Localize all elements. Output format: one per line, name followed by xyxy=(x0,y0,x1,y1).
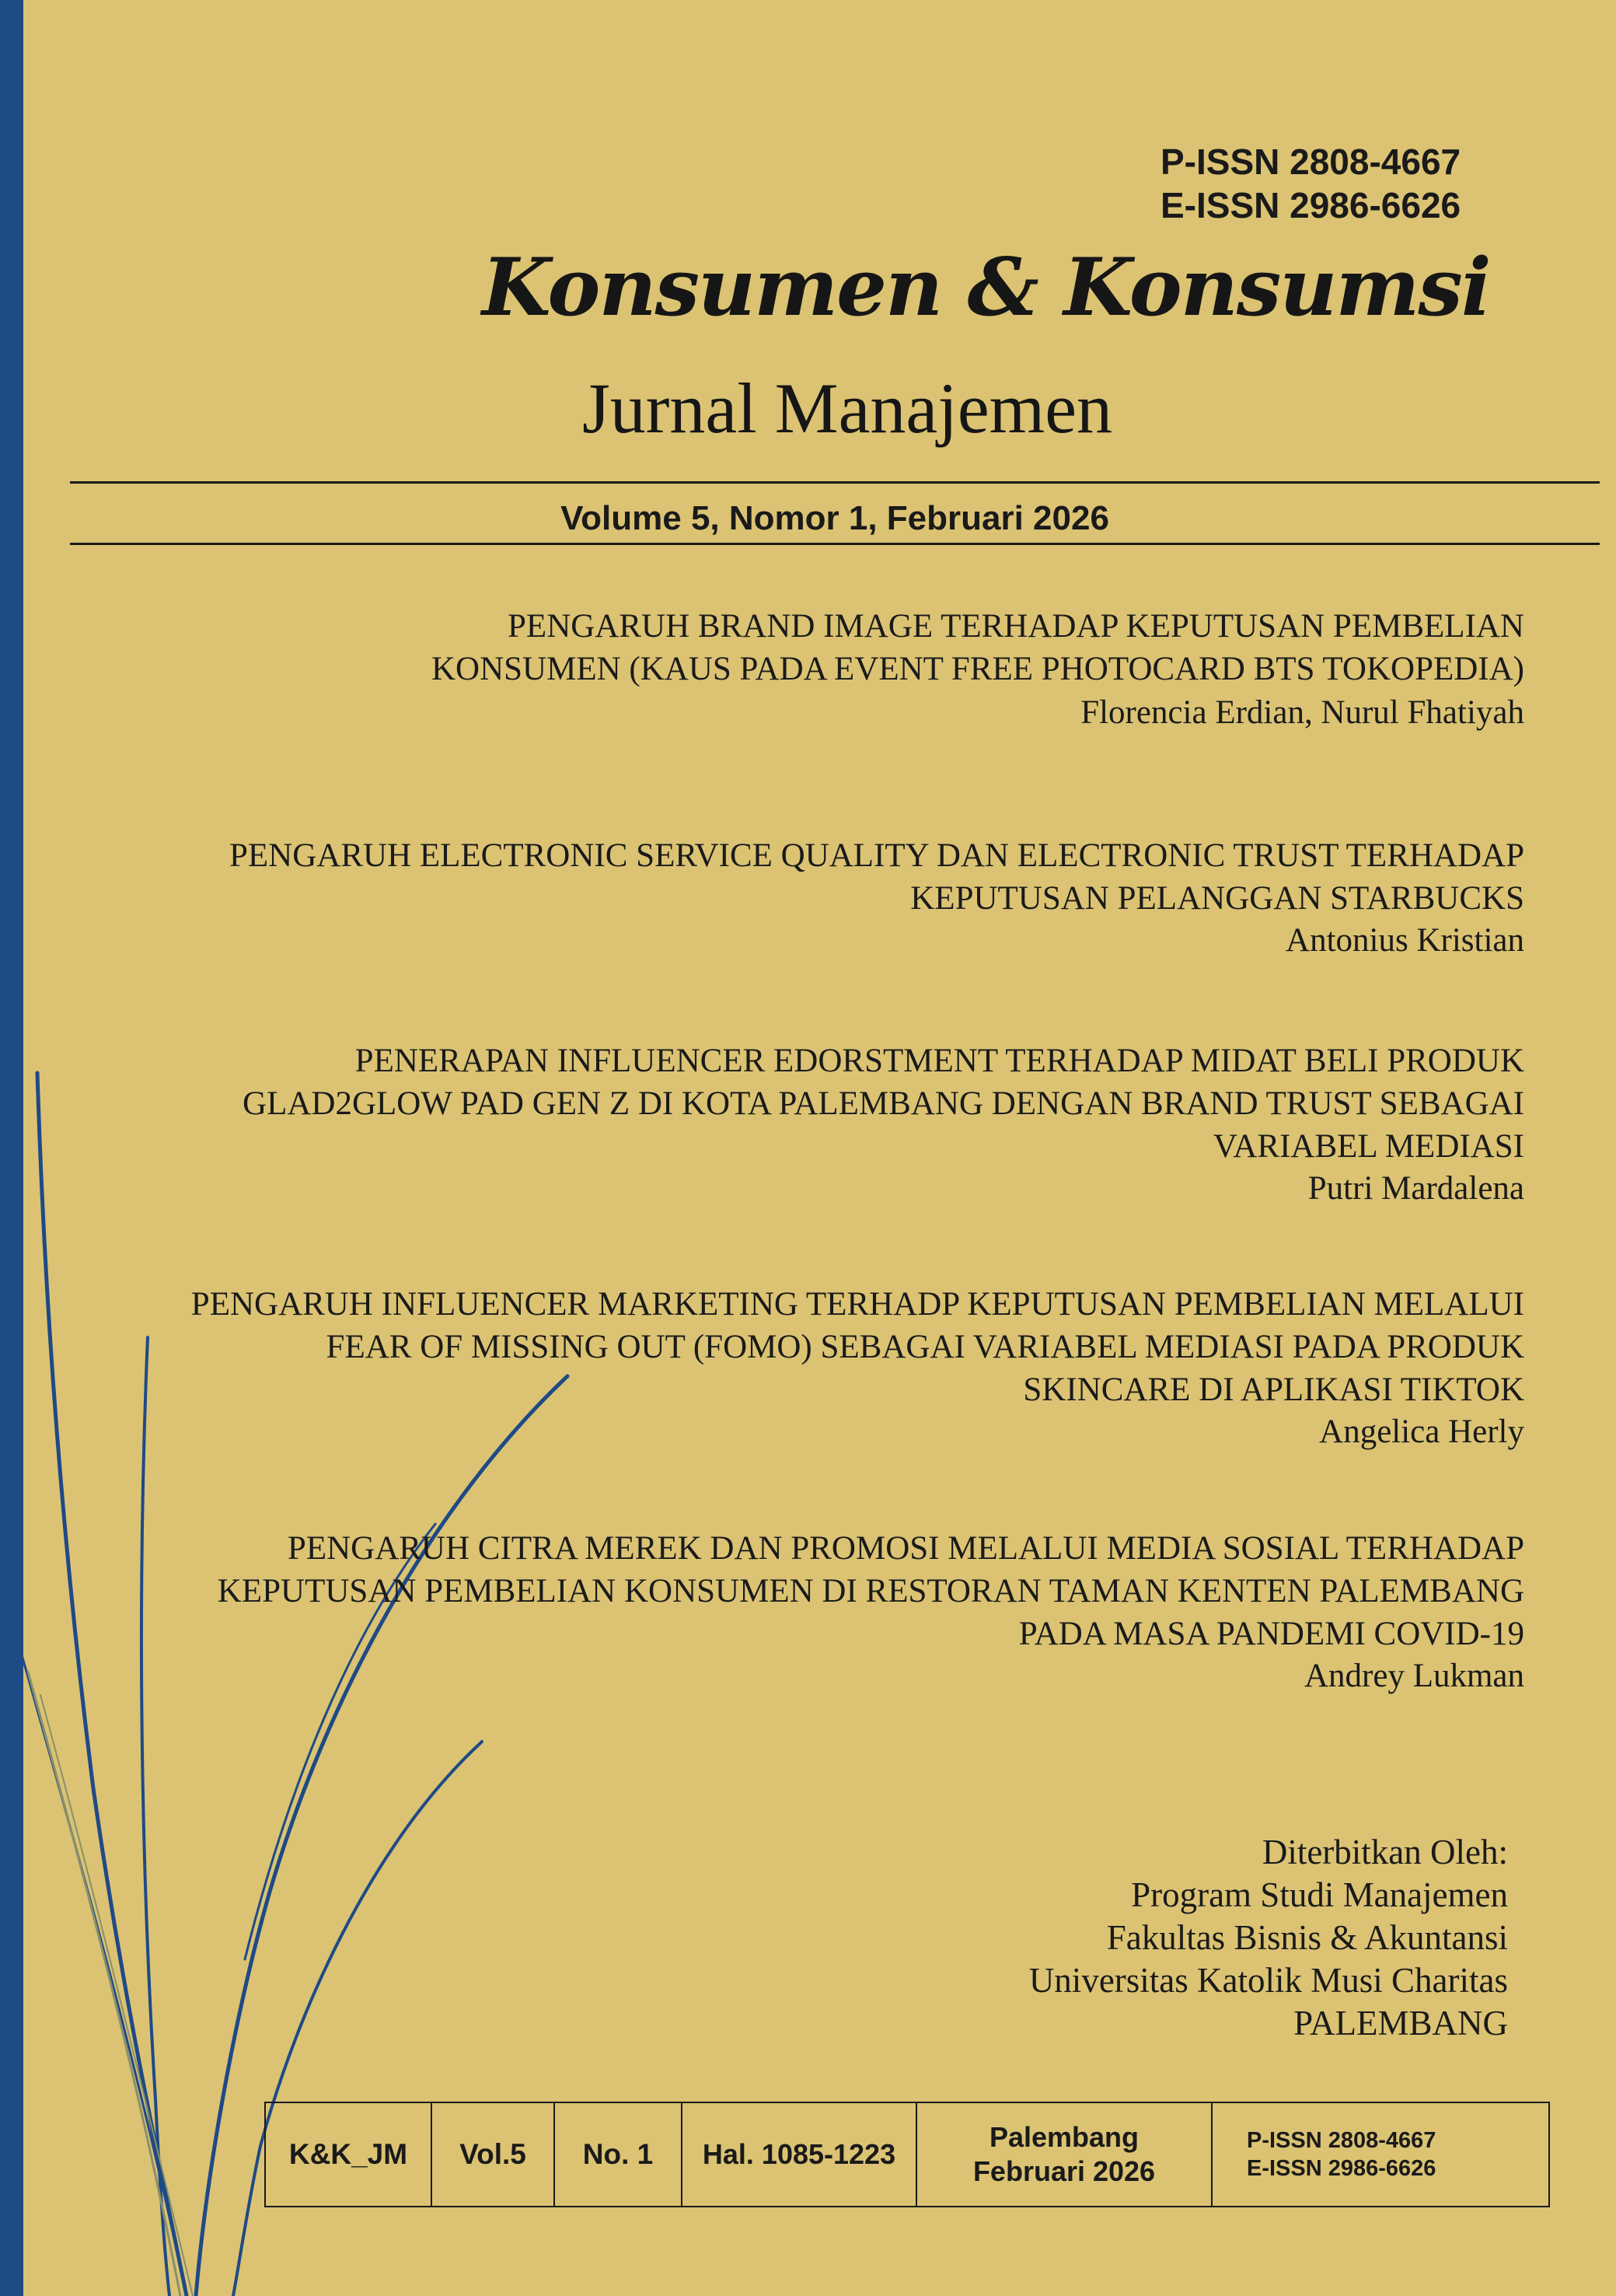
article-title-line: PENGARUH ELECTRONIC SERVICE QUALITY DAN ELECTRONIC TRUST TERHADAP xyxy=(229,837,1524,874)
place-date-cell xyxy=(916,2102,1212,2207)
article-title-line: PENGARUH CITRA MEREK DAN PROMOSI MELALUI MEDIA SOSIAL TERHADAP xyxy=(287,1530,1524,1567)
article-authors: Florencia Erdian, Nurul Fhatiyah xyxy=(1080,694,1524,731)
top-rule xyxy=(70,481,1600,484)
article-authors: Andrey Lukman xyxy=(1304,1658,1524,1694)
article-title-line: FEAR OF MISSING OUT (FOMO) SEBAGAI VARIABEL MEDIASI PADA PRODUK xyxy=(326,1329,1524,1365)
article-title xyxy=(78,605,1524,690)
publisher-line: Universitas Katolik Musi Charitas xyxy=(1028,1961,1508,2000)
journal-subtitle: Jurnal Manajemen xyxy=(581,369,1113,448)
article-title-line: KEPUTUSAN PELANGGAN STARBUCKS xyxy=(910,880,1524,917)
publisher-line: Diterbitkan Oleh: xyxy=(1262,1833,1508,1871)
article-entry xyxy=(78,1527,1524,1697)
publisher-line: Program Studi Manajemen xyxy=(1131,1875,1508,1914)
article-title-line: VARIABEL MEDIASI xyxy=(1213,1128,1524,1165)
article-title xyxy=(78,1283,1524,1411)
date-label: Februari 2026 xyxy=(972,2155,1156,2187)
article-authors: Putri Mardalena xyxy=(1307,1170,1524,1207)
article-title-line: KEPUTUSAN PEMBELIAN KONSUMEN DI RESTORAN TAMAN KENTEN PALEMBANG xyxy=(217,1573,1524,1609)
issn-header xyxy=(1161,140,1461,227)
article-title-line: PENERAPAN INFLUENCER EDORSTMENT TERHADAP MIDAT BELI PRODUK xyxy=(354,1043,1524,1079)
p-issn-cell-label: P-ISSN 2808-4667 xyxy=(1247,2128,1436,2153)
article-title-line: KONSUMEN (KAUS PADA EVENT FREE PHOTOCARD BTS TOKOPEDIA) xyxy=(431,651,1524,687)
issn-cell xyxy=(1212,2102,1549,2207)
number-cell: No. 1 xyxy=(554,2102,682,2207)
publisher-line: Fakultas Bisnis & Akuntansi xyxy=(1106,1918,1508,1957)
e-issn-label: E-ISSN 2986-6626 xyxy=(1161,185,1461,225)
article-entry xyxy=(78,834,1524,961)
publisher-block xyxy=(855,1831,1508,2045)
article-title-line: SKINCARE DI APLIKASI TIKTOK xyxy=(1023,1372,1524,1408)
place-label: Palembang xyxy=(989,2121,1140,2153)
publisher-line: PALEMBANG xyxy=(1293,2004,1508,2043)
article-title xyxy=(78,1040,1524,1168)
journal-title: Konsumen & Konsumsi xyxy=(482,241,1490,334)
article-title xyxy=(78,834,1524,920)
article-title xyxy=(78,1527,1524,1655)
volume-cell: Vol.5 xyxy=(431,2102,554,2207)
article-title-line: GLAD2GLOW PAD GEN Z DI KOTA PALEMBANG DENGAN BRAND TRUST SEBAGAI xyxy=(243,1085,1524,1122)
info-table-row xyxy=(265,2102,1549,2207)
journal-abbrev-cell: K&K_JM xyxy=(265,2102,431,2207)
article-title-line: PENGARUH BRAND IMAGE TERHADAP KEPUTUSAN PEMBELIAN xyxy=(508,608,1524,645)
pages-cell: Hal. 1085-1223 xyxy=(682,2102,916,2207)
article-authors: Angelica Herly xyxy=(1319,1414,1524,1450)
volume-line: Volume 5, Nomor 1, Februari 2026 xyxy=(560,499,1109,537)
article-title-line: PADA MASA PANDEMI COVID-19 xyxy=(1018,1616,1524,1652)
article-authors: Antonius Kristian xyxy=(1286,922,1524,959)
p-issn-label: P-ISSN 2808-4667 xyxy=(1161,142,1461,182)
e-issn-cell-label: E-ISSN 2986-6626 xyxy=(1247,2156,1436,2181)
journal-info-table xyxy=(264,2102,1550,2207)
article-entry xyxy=(78,605,1524,733)
bottom-rule xyxy=(70,543,1600,545)
article-title-line: PENGARUH INFLUENCER MARKETING TERHADP KEPUTUSAN PEMBELIAN MELALUI xyxy=(190,1286,1524,1323)
article-entry xyxy=(78,1283,1524,1452)
article-entry xyxy=(78,1040,1524,1209)
